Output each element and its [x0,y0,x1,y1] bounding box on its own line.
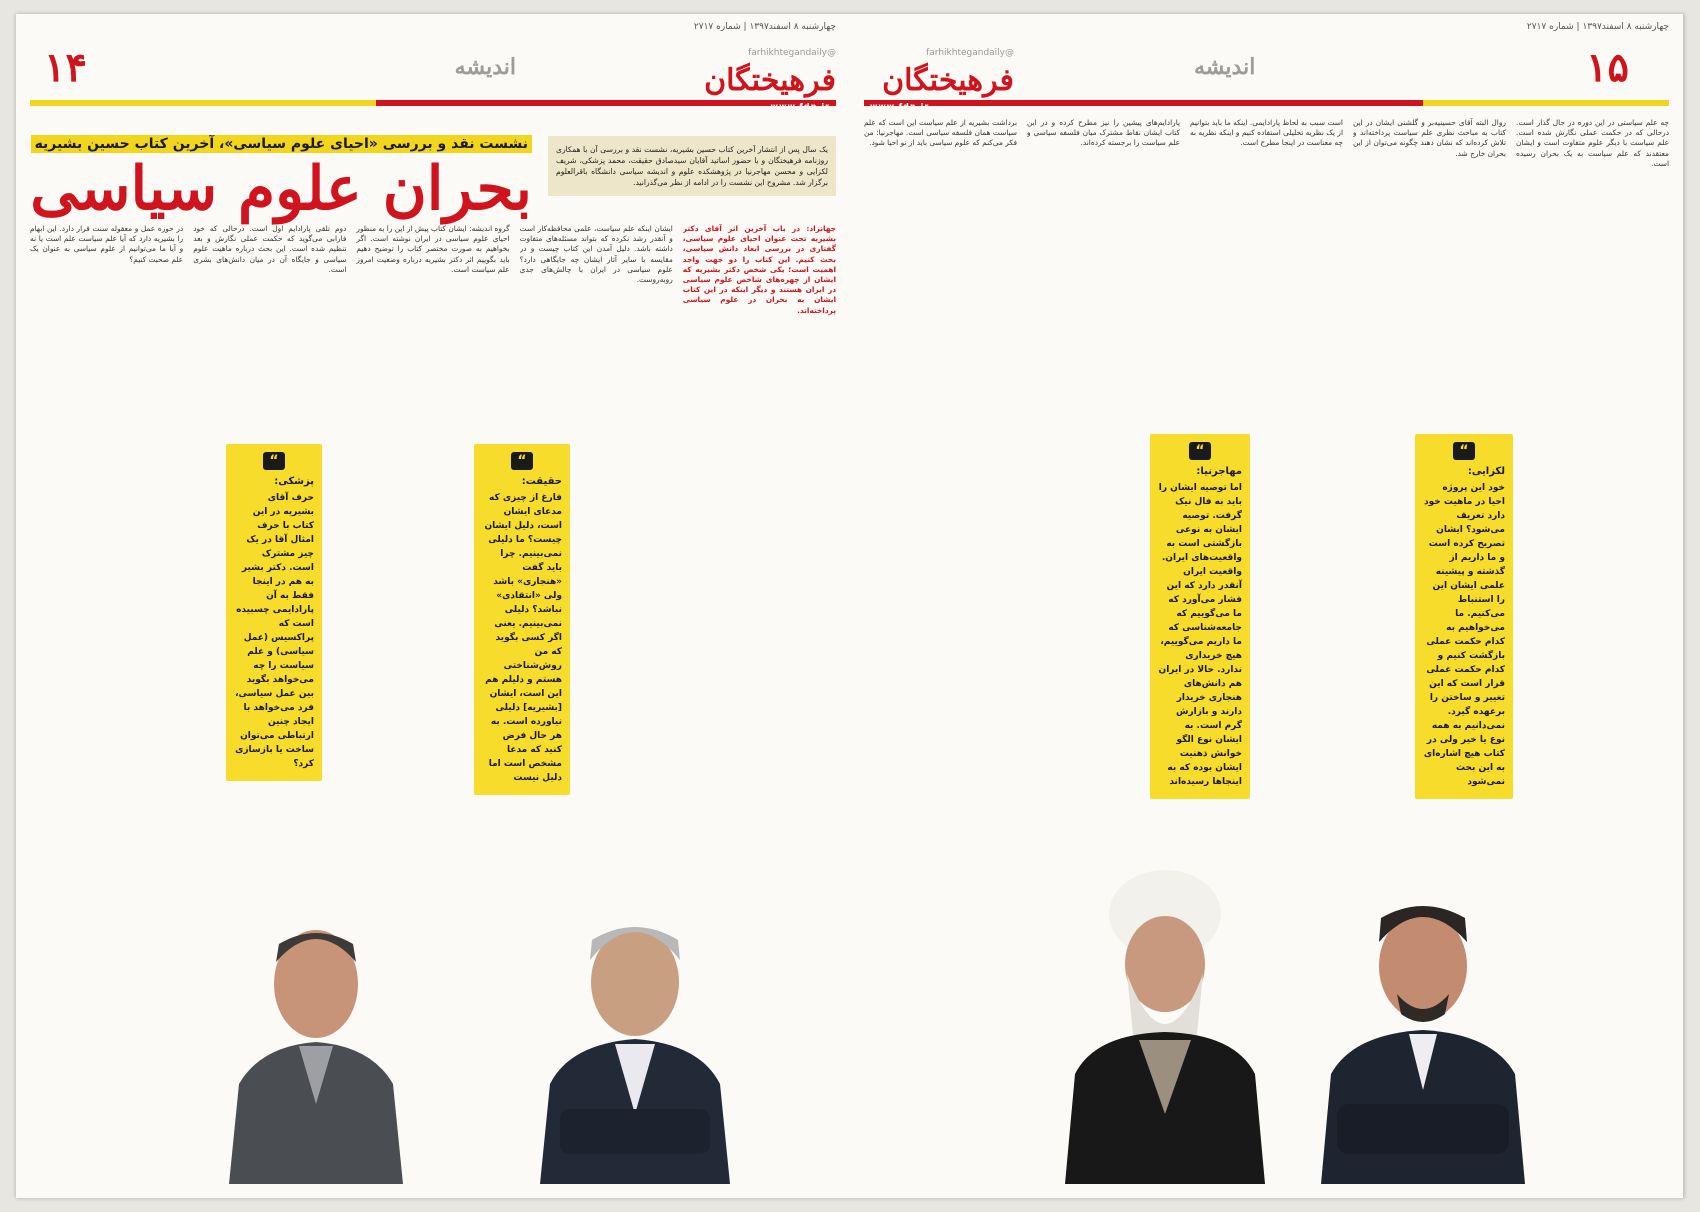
header-red-bar [376,100,836,106]
pull-quote [474,444,570,795]
newspaper-logo: فرهیختگان [704,63,836,98]
quote-text: حرف آقای بشیریه در این کتاب با حرف امثال آقا در یک چیز مشترک است. دکتر بشیر به هم در اینجا فقط به آن پارادایمی چسبیده است که پراکسیس (عمل سیاسی) و علم سیاست را چه می‌خواهد بگوید بین عمل سیاسی، فرد می‌خواهد با ایجاد چنین ارتباطی می‌توان ساخت یا بازسازی کرد؟ [235,493,314,769]
quote-speaker: حقیقت: [521,476,562,487]
social-handle: @farhikhtegandaily [748,48,836,58]
quote-speaker: لکزایی: [1467,466,1505,477]
article-headline: بحران علوم سیاسی [30,154,532,224]
quote-text: خود این پروژه احیا در ماهیت خود دارد تعریف می‌شود؟ ایشان تصریح کرده است و ما داریم از گذشته و پیشینه علمی ایشان این را استنباط می‌کنیم. ما می‌خواهیم به کدام حکمت عملی بازگشت کنیم و کدام حکمت عملی قرار است که این تغییر و ساختن را برعهده گیرد. نمی‌دانیم به همه نوع یا خیر ولی در کتاب هیچ اشاره‌ای به این بحث نمی‌شود [1423,483,1505,787]
logo-block [686,48,836,100]
website-url: www.fdn.ir [870,102,930,111]
website-url: www.fdn.ir [770,102,830,111]
quote-icon: “ [511,452,533,470]
article-kicker: نشست نقد و بررسی «احیای علوم سیاسی»، آخرین کتاب حسین بشیریه [31,136,532,152]
pull-quote [226,444,322,781]
article-column: چه علم سیاستی در این دوره در حال گذار است. درحالی که در حکمت عملی نگارش شده است. علم سیاست با دیگر علوم متفاوت است و ایشان معتقدند که علم سیاست به یک بحران رسیده است. [1516,118,1669,168]
article-column: برداشت بشیریه از علم سیاست این است که علم سیاست همان فلسفه سیاسی است. مهاجرنیا: من فکر می‌کنم که علوم سیاسی باید از نو احیا شود. [864,118,1017,148]
page-topline [30,22,836,36]
article-column: ایشان اینکه علم سیاست، علمی محافظه‌کار است و آنقدر رشد نکرده که بتواند مسئله‌های متفاوت داشته باشد. دلیل آمدن این کتاب چیست و در مقایسه با سایر آثار ایشان چه جایگاهی دارد؟ علوم سیاسی در ایران با چالش‌های جدی روبه‌روست. [519,224,673,285]
quote-text: اما توصیه ایشان را باید به فال نیک گرفت. توصیه ایشان به نوعی بازگشتی است به واقعیت‌های ایران. واقعیت ایران آنقدر دارد که این فشار می‌آورد که ما می‌گوییم که جامعه‌شناسی که ما داریم می‌گوییم، هیچ خریداری ندارد. حالا در ایران هم دانش‌های هنجاری خریدار دارند و بازارش گرم است. به ایشان نوع الگو خوانش ذهنیت ایشان بوده که به اینجاها رسیده‌اند [1158,483,1242,787]
issue-date: چهارشنبه ۸ اسفند۱۳۹۷ | شماره ۲۷۱۷ [1526,22,1669,32]
quote-text: فارغ از چیزی که مدعای ایشان است، دلیل ایشان چیست؟ ما دلیلی نمی‌بینیم. چرا باید گفت «هنجاری» باشد ولی «انتقادی» نباشد؟ دلیلی نمی‌بینیم. یعنی اگر کسی بگوید که من روش‌شناختی هستم و دلیلم هم این است، ایشان [بشیریه] دلیلی نیاورده است. به هر حال فرض کنید که مدعا مشخص است اما دلیل نیست [484,493,562,783]
article-column: گروه اندیشه: ایشان کتاب پیش از این را به منظور احیای علوم سیاسی در ایران نوشته است. اگر بخواهیم به صورت مختصر کتاب را توضیح دهیم باید بگوییم اثر دکتر بشیریه درباره وضعیت امروز علم سیاست است. [356,224,510,274]
header-yellow-bar [30,100,376,106]
speaker-photo [1313,854,1533,1184]
speaker-photo [1065,844,1265,1184]
speaker-photo [530,864,740,1184]
pull-quote [1415,434,1513,799]
pull-quote [1150,434,1250,799]
page-number: ۱۵ [1586,44,1629,91]
header-yellow-bar [1423,100,1669,106]
quote-speaker: مهاجرنیا: [1196,466,1242,477]
article-column: روال البته آقای حسینیه‌بر و گلشنی ایشان در این کتاب به مباحث نظری علم سیاست پرداخته‌اند و تلاش کرده‌اند که نشان دهند چگونه می‌توان از این بحران خارج شد. [1353,118,1506,158]
logo-block [864,48,1014,100]
section-title: اندیشه [1194,54,1256,80]
newspaper-spread [16,14,1684,1198]
article-body [864,118,1669,1184]
masthead [864,44,1669,100]
quote-speaker: پزشکی: [274,476,314,487]
header-red-bar [864,100,1424,106]
article-column: پارادایم‌های پیشین را نیز مطرح کرده و در این کتاب ایشان نقاط مشترک میان فلسفه سیاسی و علم سیاست را برجسته کرده‌اند. [1027,118,1180,148]
quote-icon: “ [1189,442,1211,460]
article-column: در حوزه عمل و معقوله سنت قرار دارد. این ابهام را بشیریه دارد که آیا علم سیاست علم است یا نه و آیا ما می‌توانیم از علوم سیاسی به عنوان یک علم صحبت کنیم؟ [29,224,184,264]
newspaper-logo: فرهیختگان [882,63,1014,98]
masthead [30,44,836,100]
social-handle: @farhikhtegandaily [926,48,1014,58]
page-number: ۱۴ [44,44,87,91]
page-15 [850,14,1684,1198]
article-column: جهانزاد: در باب آخرین اثر آقای دکتر بشیریه تحت عنوان احیای علوم سیاسی، گفتاری در بررسی ابعاد دانش سیاسی، بحث کنیم. این کتاب را دو جهت واجد اهمیت است؛ یکی شخص دکتر بشیریه که ایشان از چهره‌های شاخص علوم سیاسی در ایران هستند و دیگر اینکه در این کتاب ایشان به بحران در علوم سیاسی پرداخته‌اند. [682,224,836,315]
article-column: است سبب به لحاظ پارادایمی. اینکه ما باید بتوانیم از یک نظریه تحلیلی استفاده کنیم و اینکه نظریه به چه معناست در اینجا مطرح است. [1190,118,1343,148]
page-topline [864,22,1669,36]
article-column: دوم تلقی پارادایم اول است. درحالی که خود فارابی می‌گوید که حکمت عملی نگارش و بعد تنظیم شده است. این بحث درباره ماهیت علوم سیاسی و جایگاه آن در میان دانش‌های بشری است. [193,224,347,274]
article-summary: یک سال پس از انتشار آخرین کتاب حسین بشیریه، نشست نقد و بررسی آن با همکاری روزنامه فرهیختگان و با حضور اساتید آقایان سیدصادق حقیقت، محمد پزشکی، شریف لکزایی و محسن مهاجرنیا در پژوهشکده علوم و اندیشه سیاسی دانشگاه باقرالعلوم برگزار شد. مشروح این نشست را در ادامه از نظر می‌گذرانید. [548,136,836,196]
page-14 [16,14,850,1198]
issue-date: چهارشنبه ۸ اسفند۱۳۹۷ | شماره ۲۷۱۷ [693,22,836,32]
quote-icon: “ [1453,442,1475,460]
quote-icon: “ [263,452,285,470]
section-title: اندیشه [454,54,516,80]
speaker-photo [221,874,411,1184]
